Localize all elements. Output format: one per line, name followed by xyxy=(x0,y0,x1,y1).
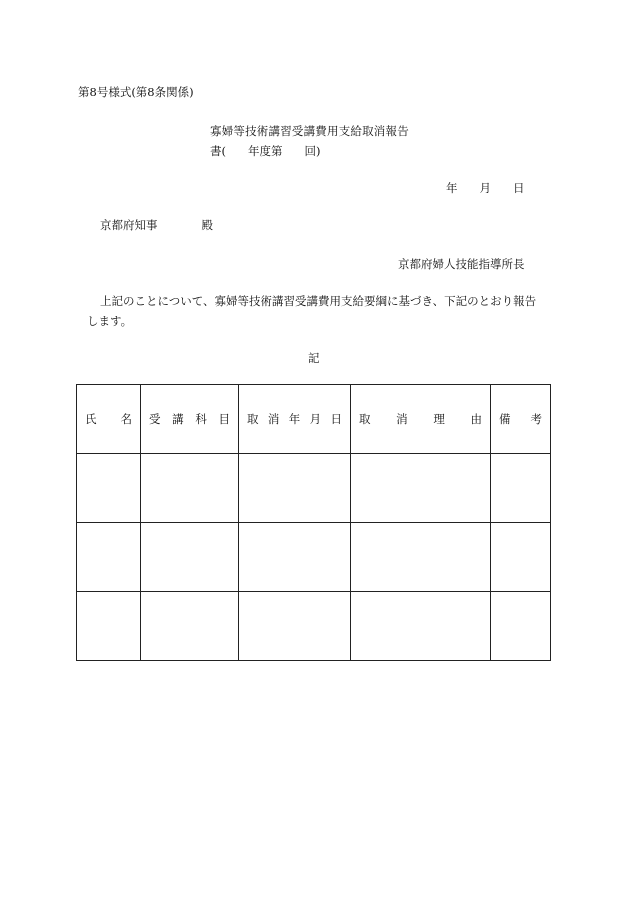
table-cell[interactable] xyxy=(141,592,239,661)
table-cell[interactable] xyxy=(491,523,551,592)
table-header-char: 目 xyxy=(218,412,230,426)
table-header-char: 消 xyxy=(267,412,280,426)
table-cell[interactable] xyxy=(239,523,351,592)
report-table xyxy=(76,384,551,661)
table-header-char: 消 xyxy=(396,412,408,426)
table-cell[interactable] xyxy=(141,454,239,523)
date-month: 月 xyxy=(479,181,491,195)
table-cell[interactable] xyxy=(239,454,351,523)
sender: 京都府婦人技能指導所長 xyxy=(398,257,525,271)
table-header-char: 講 xyxy=(172,412,184,426)
table-header-char: 取 xyxy=(359,412,371,426)
table-header-char: 由 xyxy=(470,412,482,426)
table-header-char: 名 xyxy=(120,412,132,426)
table-cell[interactable] xyxy=(141,523,239,592)
table-cell[interactable] xyxy=(77,523,141,592)
table-header-char: 氏 xyxy=(85,412,97,426)
table-cell[interactable] xyxy=(77,454,141,523)
table-cell[interactable] xyxy=(491,454,551,523)
date-day: 日 xyxy=(513,181,525,195)
table-cell[interactable] xyxy=(77,592,141,661)
table-header-char: 備 xyxy=(499,412,511,426)
table-cell[interactable] xyxy=(351,454,491,523)
table-row xyxy=(77,523,551,592)
table-header-cell xyxy=(239,385,351,454)
ki-heading: 記 xyxy=(308,351,320,365)
addressee-name: 京都府知事 xyxy=(100,218,158,232)
addressee-honorific: 殿 xyxy=(201,218,213,232)
body-text-line1: 上記のことについて、寡婦等技術講習受講費用支給要綱に基づき、下記のとおり報告 xyxy=(100,294,537,308)
date-year: 年 xyxy=(446,181,458,195)
title-suffix: 回) xyxy=(304,144,321,158)
body-text-line2: します。 xyxy=(87,314,133,328)
table-cell[interactable] xyxy=(351,523,491,592)
table-header-char: 年 xyxy=(288,412,301,426)
table-header-char: 考 xyxy=(530,412,542,426)
date-line xyxy=(446,180,525,196)
table-cell[interactable] xyxy=(239,592,351,661)
table-header-char: 理 xyxy=(433,412,445,426)
title-prefix: 書( xyxy=(210,144,226,158)
table-header-cell xyxy=(77,385,141,454)
form-number: 第8号様式(第8条関係) xyxy=(78,85,194,99)
table-body xyxy=(77,454,551,661)
table-cell[interactable] xyxy=(491,592,551,661)
table-header-char: 取 xyxy=(247,412,259,426)
table-header-char: 日 xyxy=(330,412,342,426)
table-header-cell xyxy=(141,385,239,454)
table-row xyxy=(77,592,551,661)
table-cell[interactable] xyxy=(351,592,491,661)
table-row xyxy=(77,454,551,523)
table-header-char: 科 xyxy=(195,412,207,426)
document-title-line1: 寡婦等技術講習受講費用支給取消報告 xyxy=(210,124,409,138)
title-fiscal-year: 年度第 xyxy=(248,144,283,158)
table-header-cell xyxy=(491,385,551,454)
table-header-char: 月 xyxy=(309,412,322,426)
table-header-cell xyxy=(351,385,491,454)
table-header-row xyxy=(77,385,551,454)
addressee xyxy=(100,217,213,233)
document-title-line2 xyxy=(210,143,321,159)
table-header-char: 受 xyxy=(149,412,161,426)
